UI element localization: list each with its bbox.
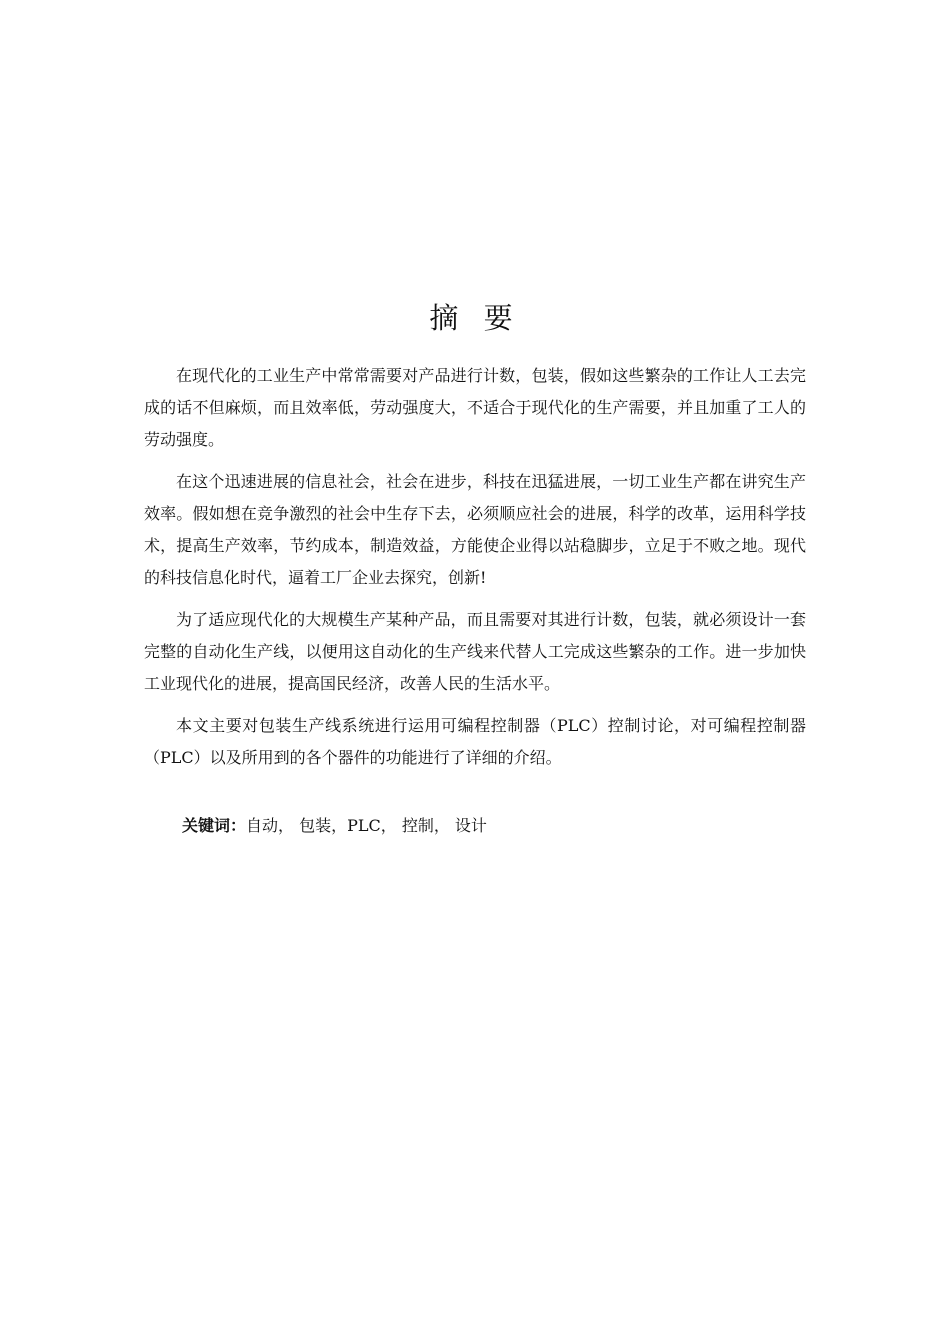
- abstract-paragraph-1: 在现代化的工业生产中常常需要对产品进行计数，包装，假如这些繁杂的工作让人工去完成的话不但麻烦，而且效率低，劳动强度大，不适合于现代化的生产需要，并且加重了工人的劳动强度。: [144, 366, 806, 449]
- keywords-line: [182, 810, 782, 842]
- abstract-body: [144, 360, 806, 784]
- abstract-paragraph-3: 为了适应现代化的大规模生产某种产品，而且需要对其进行计数，包装，就必须设计一套完整的自动化生产线，以便用这自动化的生产线来代替人工完成这些繁杂的工作。进一步加快工业现代化的进展，提高国民经济，改善人民的生活水平。: [144, 610, 806, 693]
- keywords-label: 关键词：: [182, 816, 247, 835]
- abstract-paragraph-2: 在这个迅速进展的信息社会，社会在进步，科技在迅猛进展，一切工业生产都在讲究生产效率。假如想在竞争激烈的社会中生存下去，必须顺应社会的进展，科学的改革，运用科学技术，提高生产效率，节约成本，制造效益，方能使企业得以站稳脚步，立足于不败之地。现代的科技信息化时代，逼着工厂企业去探究，创新!: [144, 472, 806, 587]
- keywords-value: 自动， 包装，PLC， 控制， 设计: [246, 816, 487, 835]
- abstract-paragraph-4: 本文主要对包装生产线系统进行运用可编程控制器（PLC）控制讨论，对可编程控制器（PLC）以及所用到的各个器件的功能进行了详细的介绍。: [144, 716, 806, 767]
- abstract-title: 摘 要: [429, 301, 521, 335]
